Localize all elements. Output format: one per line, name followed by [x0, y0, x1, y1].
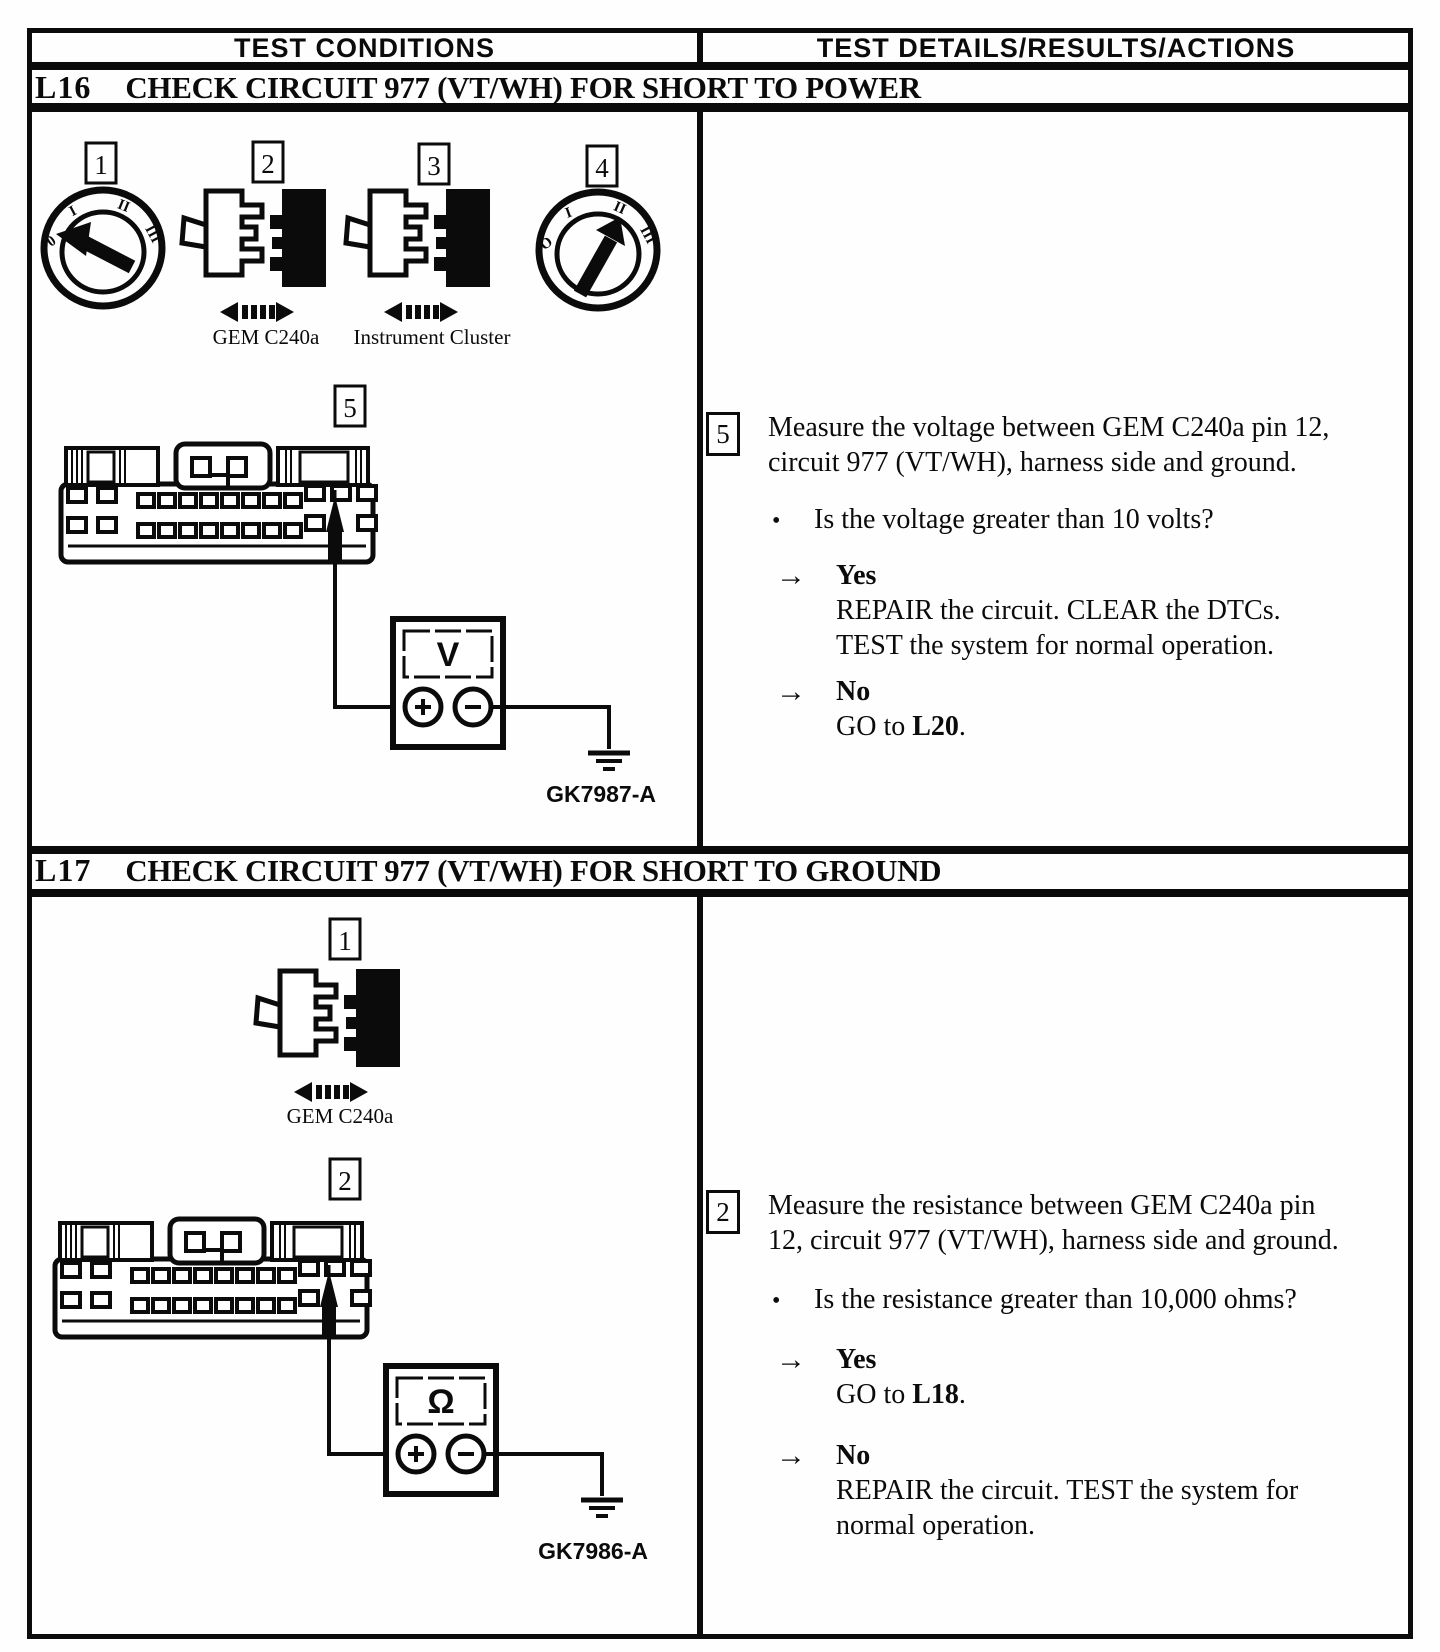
step-number-box-l16: [706, 412, 740, 456]
svg-text:III: III: [636, 223, 659, 247]
branch-label: No: [836, 676, 871, 707]
ground-wire: [484, 1454, 602, 1496]
figure-caption-l17: GK7986-A: [538, 1538, 648, 1564]
svg-text:I: I: [66, 203, 80, 220]
step-number: 5: [716, 418, 730, 449]
step-tag-4: [587, 146, 617, 186]
step-tag-5: [335, 386, 365, 426]
gem-harness-connector-icon: [55, 1219, 370, 1339]
column-header-test-details: TEST DETAILS/RESULTS/ACTIONS: [816, 33, 1296, 63]
gem-disconnect-icon: [182, 189, 326, 322]
ground-wire: [491, 707, 609, 749]
goto-line: [836, 1377, 966, 1412]
test-code-l17: L17: [35, 852, 92, 888]
arrow-icon: →: [776, 1343, 806, 1376]
test-title-l16: CHECK CIRCUIT 977 (VT/WH) FOR SHORT TO POWER: [125, 70, 921, 105]
branch-body: [836, 674, 966, 744]
test-band-l16: [35, 69, 921, 106]
test-band-l17: [35, 852, 941, 889]
step-number-box-l17: [706, 1190, 740, 1234]
no-branch-l16: [776, 674, 966, 744]
svg-text:0: 0: [44, 233, 60, 251]
svg-text:1: 1: [94, 150, 108, 180]
instruction-line: Measure the resistance between GEM C240a pin: [768, 1190, 1316, 1221]
ground-icon: [588, 753, 630, 769]
branch-body: [836, 558, 1281, 663]
step-tag-2: [253, 142, 283, 182]
bullet-icon: •: [772, 508, 781, 534]
step-tag-1: [330, 919, 360, 959]
step-number: 2: [716, 1196, 730, 1227]
yes-branch-l16: [776, 558, 1281, 663]
gem-connector-label: GEM C240a: [212, 325, 320, 349]
branch-label: Yes: [836, 1344, 877, 1375]
gem-disconnect-icon: [256, 969, 400, 1102]
question-row-l17: [772, 1282, 1297, 1319]
svg-text:5: 5: [343, 393, 357, 423]
instruction-line: circuit 977 (VT/WH), harness side and ground.: [768, 447, 1297, 478]
gem-connector-label: GEM C240a: [286, 1104, 394, 1128]
branch-label: No: [836, 1440, 871, 1471]
column-header-test-conditions: TEST CONDITIONS: [233, 33, 495, 63]
action-line: REPAIR the circuit. TEST the system for: [836, 1475, 1299, 1506]
figure-caption-l16: GK7987-A: [546, 781, 656, 807]
svg-text:4: 4: [595, 153, 609, 183]
l17-figure: [28, 893, 700, 1633]
ground-icon: [581, 1500, 623, 1516]
action-line: normal operation.: [836, 1510, 1036, 1541]
bullet-icon: •: [772, 1288, 781, 1314]
goto-suffix: .: [958, 711, 966, 742]
svg-text:I: I: [563, 204, 575, 222]
branch-body: [836, 1342, 966, 1412]
gem-harness-connector-icon: [61, 444, 376, 564]
test-code-l16: L16: [35, 69, 92, 105]
goto-prefix: GO to: [836, 711, 913, 742]
arrow-icon: →: [776, 559, 806, 592]
goto-target: L20: [912, 711, 959, 742]
svg-text:O: O: [537, 233, 557, 254]
question-text: Is the resistance greater than 10,000 ohms?: [814, 1284, 1297, 1315]
step-instruction-l16: [768, 410, 1398, 480]
l16-figure: [28, 133, 700, 845]
question-row-l16: [772, 502, 1214, 539]
yes-branch-l17: [776, 1342, 966, 1412]
svg-text:3: 3: [427, 151, 441, 181]
action-line: REPAIR the circuit. CLEAR the DTCs.: [836, 595, 1281, 626]
step-tag-1: [86, 143, 116, 183]
question-text: Is the voltage greater than 10 volts?: [814, 504, 1214, 535]
arrow-icon: →: [776, 1439, 806, 1472]
svg-text:II: II: [611, 198, 629, 219]
svg-text:1: 1: [338, 926, 352, 956]
step-tag-3: [419, 144, 449, 184]
svg-text:II: II: [115, 196, 132, 216]
instrument-cluster-label: Instrument Cluster: [353, 325, 511, 349]
step-instruction-l17: [768, 1188, 1408, 1258]
no-branch-l17: [776, 1438, 1298, 1543]
arrow-icon: →: [776, 675, 806, 708]
ohmmeter-icon: [386, 1366, 496, 1494]
cluster-disconnect-icon: [346, 189, 490, 322]
svg-text:2: 2: [261, 149, 275, 179]
svg-text:V: V: [436, 636, 460, 674]
svg-text:Ω: Ω: [427, 1383, 455, 1421]
instruction-line: 12, circuit 977 (VT/WH), harness side and ground.: [768, 1225, 1339, 1256]
goto-target: L18: [912, 1379, 959, 1410]
goto-line: [836, 709, 966, 744]
action-line: TEST the system for normal operation.: [836, 630, 1275, 661]
test-title-l17: CHECK CIRCUIT 977 (VT/WH) FOR SHORT TO GROUND: [125, 853, 942, 888]
goto-prefix: GO to: [836, 1379, 913, 1410]
branch-label: Yes: [836, 560, 877, 591]
dial-arrow: [580, 217, 625, 294]
goto-suffix: .: [958, 1379, 966, 1410]
svg-text:2: 2: [338, 1166, 352, 1196]
voltmeter-icon: [393, 619, 503, 747]
ignition-switch-run-icon: [537, 192, 659, 308]
ignition-switch-off-icon: [44, 190, 164, 306]
step-tag-2: [330, 1159, 360, 1199]
svg-text:III: III: [141, 222, 164, 246]
instruction-line: Measure the voltage between GEM C240a pin 12,: [768, 412, 1330, 443]
branch-body: [836, 1438, 1298, 1543]
